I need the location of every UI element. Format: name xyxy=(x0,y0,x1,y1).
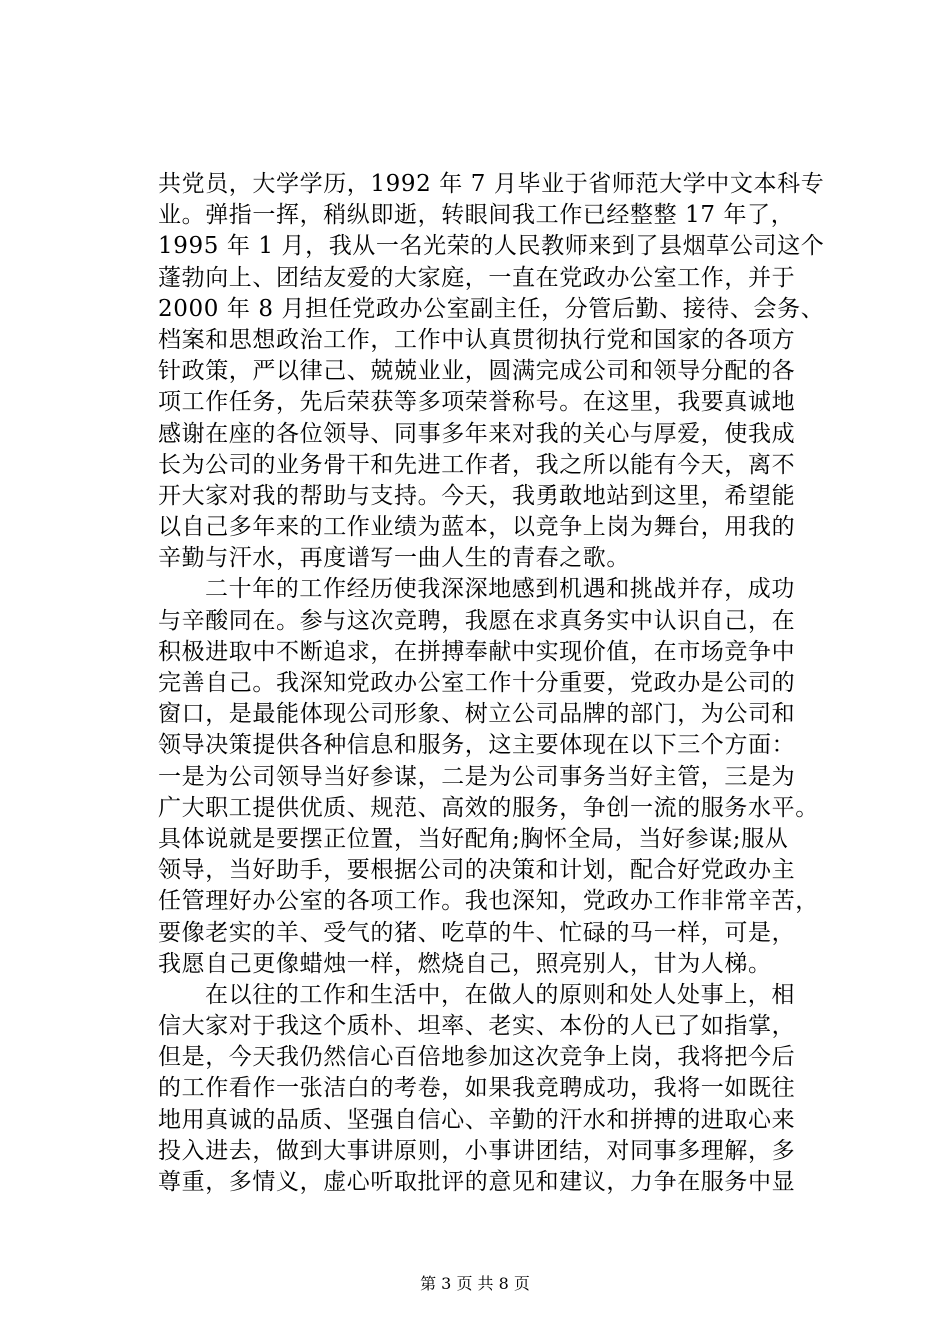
text-line: 针政策，严以律己、兢兢业业，圆满完成公司和领导分配的各 xyxy=(158,358,796,385)
text-line: 蓬勃向上、团结友爱的大家庭，一直在党政办公室工作，并于 xyxy=(158,264,796,291)
text-line: 档案和思想政治工作，工作中认真贯彻执行党和国家的各项方 xyxy=(158,326,796,353)
text-line: 任管理好办公室的各项工作。我也深知，党政办工作非常辛苦， xyxy=(158,888,819,915)
text-line: 广大职工提供优质、规范、高效的服务，争创一流的服务水平。 xyxy=(158,794,819,821)
paragraph-start-line: 二十年的工作经历使我深深地感到机遇和挑战并存，成功 xyxy=(205,576,795,603)
text-line: 尊重，多情义，虚心听取批评的意见和建议，力争在服务中显 xyxy=(158,1169,796,1195)
text-line: 1995 年 1 月，我从一名光荣的人民教师来到了县烟草公司这个 xyxy=(158,233,825,260)
text-line: 具体说就是要摆正位置，当好配角;胸怀全局，当好参谋;服从 xyxy=(158,825,789,852)
text-line: 积极进取中不断追求，在拼搏奉献中实现价值，在市场竞争中 xyxy=(158,638,796,665)
paragraph-start-line: 在以往的工作和生活中，在做人的原则和处人处事上，相 xyxy=(205,981,795,1008)
text-line: 一是为公司领导当好参谋，二是为公司事务当好主管，三是为 xyxy=(158,763,796,790)
text-line: 开大家对我的帮助与支持。今天，我勇敢地站到这里，希望能 xyxy=(158,482,796,509)
text-line: 共党员，大学学历，1992 年 7 月毕业于省师范大学中文本科专 xyxy=(158,171,825,197)
text-line: 投入进去，做到大事讲原则，小事讲团结，对同事多理解，多 xyxy=(158,1137,796,1164)
text-line: 的工作看作一张洁白的考卷，如果我竞聘成功，我将一如既往 xyxy=(158,1075,796,1102)
text-line: 领导决策提供各种信息和服务，这主要体现在以下三个方面： xyxy=(158,732,796,759)
text-line: 长为公司的业务骨干和先进工作者，我之所以能有今天，离不 xyxy=(158,451,796,478)
text-line: 信大家对于我这个质朴、坦率、老实、本份的人已了如指掌， xyxy=(158,1013,796,1040)
text-line: 要像老实的羊、受气的猪、吃草的牛、忙碌的马一样，可是， xyxy=(158,919,796,946)
text-line: 感谢在座的各位领导、同事多年来对我的关心与厚爱，使我成 xyxy=(158,420,796,447)
document-body xyxy=(158,169,838,1198)
text-line: 2000 年 8 月担任党政办公室副主任，分管后勤、接待、会务、 xyxy=(158,295,825,322)
text-line: 业。弹指一挥，稍纵即逝，转眼间我工作已经整整 17 年了， xyxy=(158,202,795,229)
text-line: 地用真诚的品质、坚强自信心、辛勤的汗水和拼搏的进取心来 xyxy=(158,1106,796,1133)
text-line: 领导，当好助手，要根据公司的决策和计划，配合好党政办主 xyxy=(158,857,796,884)
text-line: 以自己多年来的工作业绩为蓝本，以竞争上岗为舞台，用我的 xyxy=(158,514,796,541)
text-line: 项工作任务，先后荣获等多项荣誉称号。在这里，我要真诚地 xyxy=(158,389,796,416)
text-line: 与辛酸同在。参与这次竞聘，我愿在求真务实中认识自己，在 xyxy=(158,607,796,634)
text-line: 辛勤与汗水，再度谱写一曲人生的青春之歌。 xyxy=(158,545,630,572)
page-number-footer: 第 3 页 共 8 页 xyxy=(420,1274,530,1293)
text-line: 但是，今天我仍然信心百倍地参加这次竞争上岗，我将把今后 xyxy=(158,1044,796,1071)
text-line: 我愿自己更像蜡烛一样，燃烧自己，照亮别人，甘为人梯。 xyxy=(158,950,772,977)
text-line: 完善自己。我深知党政办公室工作十分重要，党政办是公司的 xyxy=(158,670,796,696)
text-line: 窗口，是最能体现公司形象、树立公司品牌的部门，为公司和 xyxy=(158,701,796,728)
